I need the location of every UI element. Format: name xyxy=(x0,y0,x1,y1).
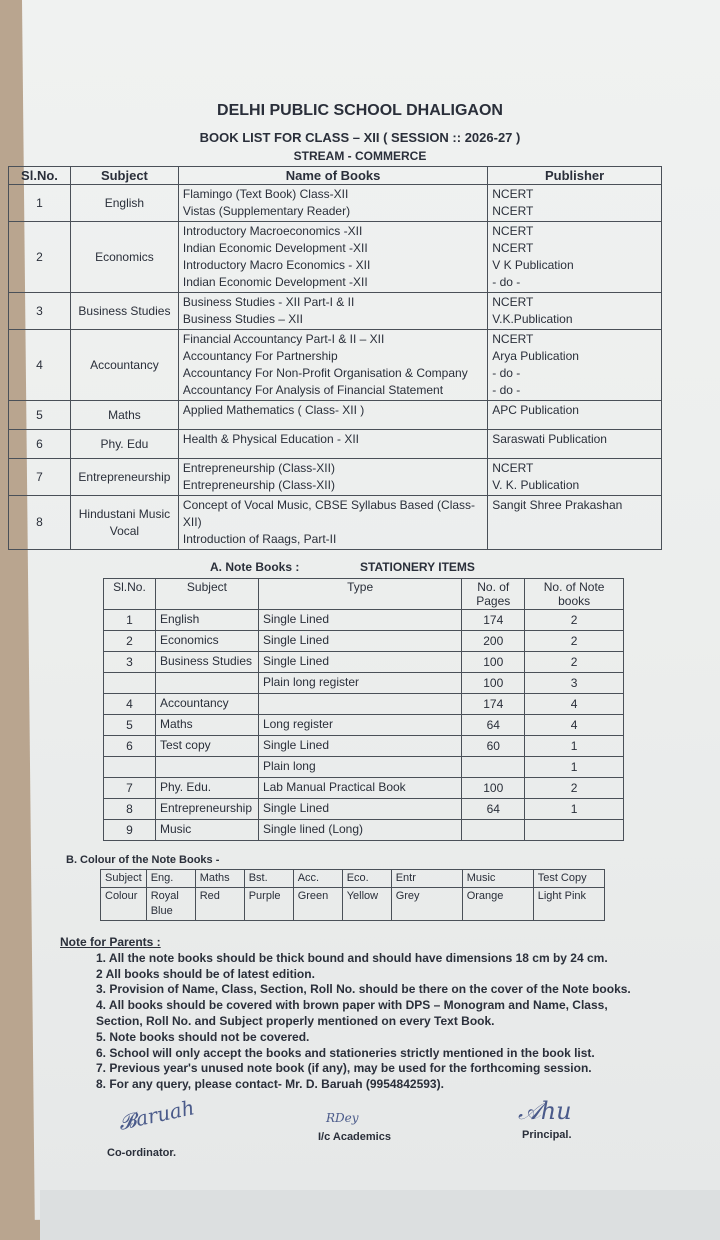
type: Single Lined xyxy=(258,799,461,820)
academics-signature: RDey xyxy=(326,1110,359,1125)
colour-subject: Bst. xyxy=(244,870,293,888)
sl-no: 6 xyxy=(104,736,156,757)
subject-label: Subject xyxy=(101,870,147,888)
notes-for-parents xyxy=(60,935,700,1093)
publisher: NCERT xyxy=(492,187,534,201)
colour-subject: Music xyxy=(462,870,533,888)
subject: Maths xyxy=(70,401,178,430)
colour-subject: Acc. xyxy=(293,870,342,888)
subject: Phy. Edu. xyxy=(155,778,258,799)
book-name: Accountancy For Analysis of Financial Statement xyxy=(182,383,444,397)
publisher: V. K. Publication xyxy=(492,478,580,492)
subject: English xyxy=(70,185,178,222)
column-header: Publisher xyxy=(488,167,662,185)
publisher: V.K.Publication xyxy=(492,312,573,326)
book-name: Applied Mathematics ( Class- XII ) xyxy=(182,403,365,417)
column-header: Name of Books xyxy=(178,167,487,185)
pages xyxy=(462,757,525,778)
sl-no: 9 xyxy=(104,820,156,841)
pages: 100 xyxy=(462,778,525,799)
publisher: - do - xyxy=(492,383,521,397)
sl-no: 5 xyxy=(104,715,156,736)
sl-no: 4 xyxy=(9,330,71,401)
table-row xyxy=(9,330,662,401)
table-row xyxy=(104,778,624,799)
colour-subject: Entr xyxy=(391,870,462,888)
no-of-books: 2 xyxy=(525,631,624,652)
pages: 100 xyxy=(462,652,525,673)
pages: 64 xyxy=(462,799,525,820)
pages: 174 xyxy=(462,610,525,631)
sl-no: 3 xyxy=(9,293,71,330)
book-names xyxy=(178,293,487,330)
section-a-label: A. Note Books : xyxy=(210,560,300,574)
column-header: Subject xyxy=(155,579,258,610)
type: Single Lined xyxy=(258,610,461,631)
book-names xyxy=(178,185,487,222)
subject: English xyxy=(155,610,258,631)
column-header: No. of Pages xyxy=(462,579,525,610)
note-item: 5. Note books should not be covered. xyxy=(96,1029,310,1044)
publisher: NCERT xyxy=(492,295,534,309)
book-names xyxy=(178,459,487,496)
note-item: 6. School will only accept the books and stationeries strictly mentioned in the book list. xyxy=(96,1045,595,1060)
colour-value: Grey xyxy=(391,888,462,921)
table-row xyxy=(9,430,662,459)
subject: Music xyxy=(155,820,258,841)
subject: Test copy xyxy=(155,736,258,757)
book-name: Accountancy For Non-Profit Organisation & Company xyxy=(182,366,468,380)
publisher: NCERT xyxy=(492,241,534,255)
sl-no: 8 xyxy=(9,496,71,550)
type: Long register xyxy=(258,715,461,736)
book-names xyxy=(178,330,487,401)
no-of-books: 1 xyxy=(525,799,624,820)
publisher: NCERT xyxy=(492,224,534,238)
table-row xyxy=(9,496,662,550)
publisher: Arya Publication xyxy=(492,349,579,363)
book-name: Flamingo (Text Book) Class-XII xyxy=(182,187,349,201)
stationery-labels xyxy=(0,558,720,578)
publisher: APC Publication xyxy=(492,403,579,417)
stationery-title: STATIONERY ITEMS xyxy=(360,560,475,574)
colour-subject: Maths xyxy=(195,870,244,888)
colour-value: Yellow xyxy=(342,888,391,921)
book-names xyxy=(178,222,487,293)
book-name: Vistas (Supplementary Reader) xyxy=(182,204,351,218)
table-row xyxy=(9,222,662,293)
pages: 64 xyxy=(462,715,525,736)
book-name: Business Studies – XII xyxy=(182,312,303,326)
sl-no: 8 xyxy=(104,799,156,820)
book-name: Financial Accountancy Part-I & II – XII xyxy=(182,332,385,346)
type: Single Lined xyxy=(258,631,461,652)
table-row xyxy=(104,673,624,694)
publishers xyxy=(488,430,662,459)
principal-signature: 𝒜hu xyxy=(518,1096,572,1125)
sl-no: 7 xyxy=(9,459,71,496)
note-item: 1. All the note books should be thick bound and should have dimensions 18 cm by 24 cm. xyxy=(96,950,608,965)
publisher: Saraswati Publication xyxy=(492,432,607,446)
type xyxy=(258,694,461,715)
colour-subject: Eng. xyxy=(146,870,195,888)
colour-subject: Eco. xyxy=(342,870,391,888)
type: Single lined (Long) xyxy=(258,820,461,841)
no-of-books xyxy=(525,820,624,841)
publishers xyxy=(488,293,662,330)
type: Lab Manual Practical Book xyxy=(258,778,461,799)
publisher: - do - xyxy=(492,366,521,380)
no-of-books: 1 xyxy=(525,736,624,757)
book-name: Concept of Vocal Music, CBSE Syllabus Based (Class-XII) xyxy=(182,498,476,529)
colour-subject: Test Copy xyxy=(533,870,604,888)
table-row xyxy=(104,820,624,841)
column-header: Sl.No. xyxy=(104,579,156,610)
table-row xyxy=(9,185,662,222)
coordinator-label: Co-ordinator. xyxy=(107,1146,177,1159)
book-names xyxy=(178,401,487,430)
table-row xyxy=(104,715,624,736)
sl-no xyxy=(104,673,156,694)
subject: Economics xyxy=(70,222,178,293)
subject: Entrepreneurship xyxy=(155,799,258,820)
type: Single Lined xyxy=(258,736,461,757)
book-name: Entrepreneurship (Class-XII) xyxy=(182,478,335,492)
note-item: 4. All books should be covered with brown paper with DPS – Monogram and Name, Class, Section, Roll No. and Subject properly mentioned on every Text Book. xyxy=(96,998,608,1028)
subject: Maths xyxy=(155,715,258,736)
book-name: Indian Economic Development -XII xyxy=(182,275,368,289)
book-name: Indian Economic Development -XII xyxy=(182,241,368,255)
colour-value: Green xyxy=(293,888,342,921)
sl-no: 7 xyxy=(104,778,156,799)
publishers xyxy=(488,185,662,222)
subject: Accountancy xyxy=(155,694,258,715)
sl-no: 4 xyxy=(104,694,156,715)
colour-title: B. Colour of the Note Books - xyxy=(66,854,220,866)
book-names xyxy=(178,430,487,459)
books-table xyxy=(8,166,662,550)
book-name: Introductory Macroeconomics -XII xyxy=(182,224,363,238)
column-header: Type xyxy=(258,579,461,610)
note-item: 2 All books should be of latest edition. xyxy=(96,966,315,981)
publisher: V K Publication xyxy=(492,258,574,272)
note-item: 3. Provision of Name, Class, Section, Roll No. should be there on the cover of the Note books. xyxy=(96,982,631,997)
sl-no: 1 xyxy=(104,610,156,631)
type: Plain long register xyxy=(258,673,461,694)
book-name: Health & Physical Education - XII xyxy=(182,432,359,446)
table-row xyxy=(9,401,662,430)
book-name: Accountancy For Partnership xyxy=(182,349,338,363)
subject: Accountancy xyxy=(70,330,178,401)
colour-value: Light Pink xyxy=(533,888,604,921)
publisher: NCERT xyxy=(492,204,534,218)
no-of-books: 2 xyxy=(525,778,624,799)
sl-no: 2 xyxy=(9,222,71,293)
subject: Entrepreneurship xyxy=(70,459,178,496)
book-name: Business Studies - XII Part-I & II xyxy=(182,295,355,309)
column-header: No. of Note books xyxy=(525,579,624,610)
colour-value: Royal Blue xyxy=(146,888,195,921)
table-row xyxy=(104,631,624,652)
school-name: DELHI PUBLIC SCHOOL DHALIGAON xyxy=(217,102,503,119)
colour-table xyxy=(100,869,605,921)
pages xyxy=(462,820,525,841)
column-header: Subject xyxy=(70,167,178,185)
column-header: Sl.No. xyxy=(9,167,71,185)
no-of-books: 2 xyxy=(525,610,624,631)
note-item: 8. For any query, please contact- Mr. D. Baruah (9954842593). xyxy=(96,1077,444,1092)
sl-no: 2 xyxy=(104,631,156,652)
publisher: NCERT xyxy=(492,332,534,346)
table-row xyxy=(104,652,624,673)
principal-label: Principal. xyxy=(522,1128,572,1141)
table-row xyxy=(104,694,624,715)
paper-edge xyxy=(40,1190,720,1240)
type: Plain long xyxy=(258,757,461,778)
subject: Business Studies xyxy=(70,293,178,330)
table-row xyxy=(9,459,662,496)
publishers xyxy=(488,496,662,550)
subject xyxy=(155,673,258,694)
notes-heading: Note for Parents : xyxy=(60,935,161,949)
publishers xyxy=(488,330,662,401)
sl-no: 5 xyxy=(9,401,71,430)
subject: Business Studies xyxy=(155,652,258,673)
sl-no xyxy=(104,757,156,778)
subject: Phy. Edu xyxy=(70,430,178,459)
colour-value: Orange xyxy=(462,888,533,921)
note-item: 7. Previous year's unused note book (if any), may be used for the forthcoming session. xyxy=(96,1061,592,1076)
subject xyxy=(155,757,258,778)
pages: 60 xyxy=(462,736,525,757)
table-row xyxy=(104,757,624,778)
table-row xyxy=(104,799,624,820)
stationery-table xyxy=(103,578,624,841)
sl-no: 1 xyxy=(9,185,71,222)
publishers xyxy=(488,459,662,496)
book-list-title: BOOK LIST FOR CLASS – XII ( SESSION :: 2026-27 ) xyxy=(199,130,521,145)
book-name: Entrepreneurship (Class-XII) xyxy=(182,461,335,475)
publishers xyxy=(488,222,662,293)
book-name: Introductory Macro Economics - XII xyxy=(182,258,371,272)
publisher: - do - xyxy=(492,275,521,289)
no-of-books: 1 xyxy=(525,757,624,778)
stream-label: STREAM - COMMERCE xyxy=(293,149,427,163)
pages: 200 xyxy=(462,631,525,652)
colour-label: Colour xyxy=(101,888,147,921)
book-names xyxy=(178,496,487,550)
pages: 100 xyxy=(462,673,525,694)
subject: Economics xyxy=(155,631,258,652)
colour-value: Purple xyxy=(244,888,293,921)
no-of-books: 3 xyxy=(525,673,624,694)
publisher: NCERT xyxy=(492,461,534,475)
type: Single Lined xyxy=(258,652,461,673)
sl-no: 3 xyxy=(104,652,156,673)
signatures xyxy=(0,1095,720,1183)
coordinator-signature: 𝓑aruah xyxy=(116,1095,197,1135)
publisher: Sangit Shree Prakashan xyxy=(492,498,623,512)
academics-label: I/c Academics xyxy=(318,1130,391,1143)
document-body xyxy=(0,100,720,1183)
colour-value: Red xyxy=(195,888,244,921)
no-of-books: 4 xyxy=(525,715,624,736)
table-row xyxy=(9,293,662,330)
sl-no: 6 xyxy=(9,430,71,459)
no-of-books: 2 xyxy=(525,652,624,673)
table-row xyxy=(104,610,624,631)
pages: 174 xyxy=(462,694,525,715)
subject: Hindustani Music Vocal xyxy=(70,496,178,550)
table-row xyxy=(104,736,624,757)
book-name: Introduction of Raags, Part-II xyxy=(182,532,337,546)
no-of-books: 4 xyxy=(525,694,624,715)
publishers xyxy=(488,401,662,430)
